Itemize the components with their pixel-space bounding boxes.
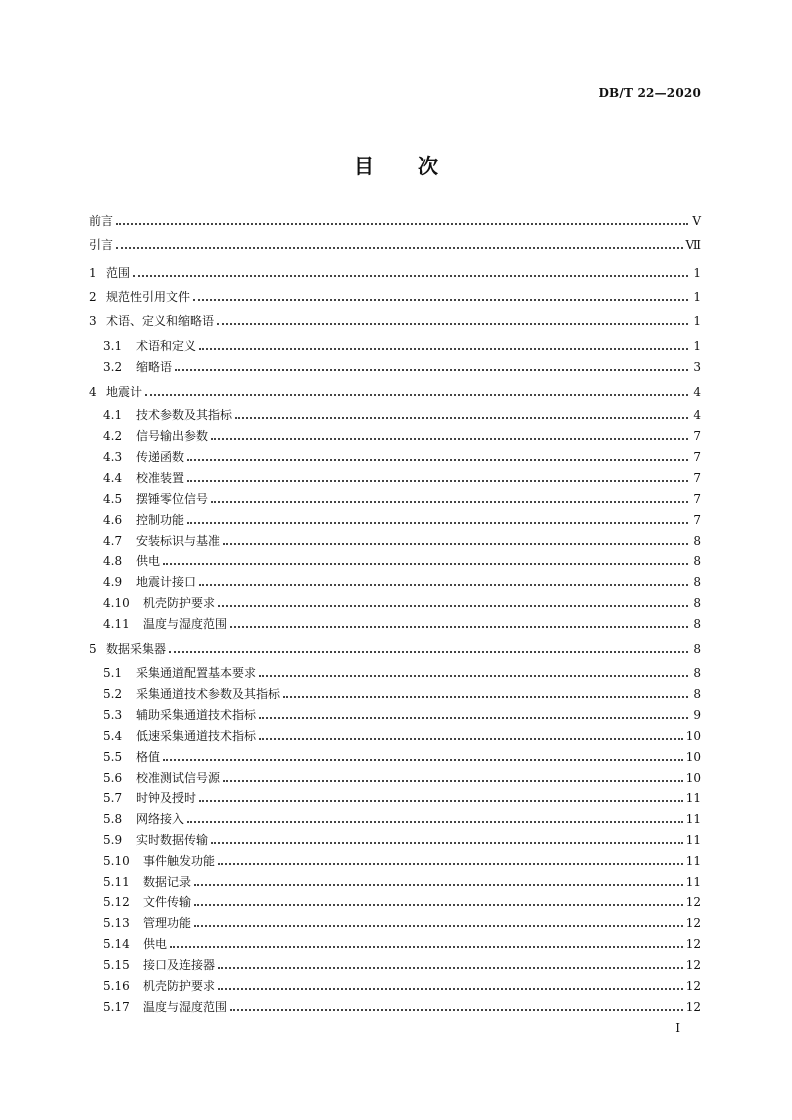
page-title — [0, 150, 792, 179]
toc-entry-page: 1 — [693, 266, 701, 280]
toc-entry[interactable] — [89, 875, 701, 889]
toc-entry-label: 供电 — [143, 937, 168, 951]
toc-entry[interactable] — [89, 687, 701, 701]
toc-entry-page: 7 — [693, 471, 701, 485]
toc-entry-label: 范围 — [106, 266, 131, 280]
toc-entry-number: 4.5 — [103, 492, 123, 506]
toc-entry-page: 9 — [693, 708, 701, 722]
toc-entry-number: 5.16 — [103, 979, 130, 993]
toc-entry[interactable] — [89, 385, 701, 399]
toc-entry-number: 5.8 — [103, 812, 123, 826]
toc-entry-number: 1 — [89, 266, 97, 280]
toc-entry[interactable] — [89, 492, 701, 506]
toc-entry[interactable] — [89, 534, 701, 548]
toc-entry-label: 实时数据传输 — [136, 833, 209, 847]
toc-entry-label: 采集通道技术参数及其指标 — [136, 687, 281, 701]
toc-leader-dots — [193, 293, 688, 301]
toc-entry-page: 8 — [693, 617, 701, 631]
toc-leader-dots — [259, 732, 683, 740]
toc-leader-dots — [218, 961, 683, 969]
toc-leader-dots — [133, 269, 688, 277]
toc-entry-number: 5.1 — [103, 666, 123, 680]
toc-entry-page: 7 — [693, 450, 701, 464]
toc-leader-dots — [218, 857, 683, 865]
toc-entry-page: 8 — [693, 642, 701, 656]
toc-entry-label: 安装标识与基准 — [136, 534, 221, 548]
toc-entry-page: 12 — [685, 916, 701, 930]
toc-entry-number: 4.9 — [103, 575, 123, 589]
toc-leader-dots — [187, 474, 688, 482]
toc-entry-label: 采集通道配置基本要求 — [136, 666, 257, 680]
toc-entry[interactable] — [89, 266, 701, 280]
toc-entry[interactable] — [89, 916, 701, 930]
toc-entry-label: 事件触发功能 — [143, 854, 216, 868]
toc-entry-number: 2 — [89, 290, 97, 304]
toc-entry-page: 11 — [685, 812, 701, 826]
toc-leader-dots — [187, 453, 688, 461]
toc-entry[interactable] — [89, 812, 701, 826]
toc-entry-page: 10 — [685, 771, 701, 785]
toc-entry-label: 机壳防护要求 — [143, 596, 216, 610]
toc-entry[interactable] — [89, 471, 701, 485]
toc-entry-page: 10 — [685, 729, 701, 743]
toc-entry-page: Ⅶ — [685, 238, 701, 252]
toc-entry-page: 11 — [685, 854, 701, 868]
toc-leader-dots — [211, 836, 683, 844]
toc-entry[interactable] — [89, 833, 701, 847]
toc-entry[interactable] — [89, 937, 701, 951]
toc-entry-label: 数据记录 — [143, 875, 192, 889]
toc-entry[interactable] — [89, 596, 701, 610]
toc-entry-page: 12 — [685, 895, 701, 909]
toc-entry[interactable] — [89, 895, 701, 909]
toc-entry[interactable] — [89, 290, 701, 304]
toc-entry-page: 1 — [693, 339, 701, 353]
toc-entry-page: 7 — [693, 513, 701, 527]
toc-entry-page: 12 — [685, 958, 701, 972]
toc-entry-label: 网络接入 — [136, 812, 185, 826]
toc-leader-dots — [223, 774, 683, 782]
toc-entry-page: 8 — [693, 554, 701, 568]
toc-entry-number: 4.7 — [103, 534, 123, 548]
toc-leader-dots — [194, 878, 683, 886]
toc-entry[interactable] — [89, 642, 701, 656]
toc-entry[interactable] — [89, 339, 701, 353]
toc-entry-number: 5.4 — [103, 729, 123, 743]
toc-entry-label: 低速采集通道技术指标 — [136, 729, 257, 743]
toc-entry-page: 8 — [693, 575, 701, 589]
toc-entry-label: 前言 — [89, 214, 114, 228]
toc-entry-page: 8 — [693, 534, 701, 548]
toc-entry-label: 规范性引用文件 — [106, 290, 191, 304]
toc-entry-label: 传递函数 — [136, 450, 185, 464]
toc-entry-page: 4 — [693, 385, 701, 399]
toc-entry-page: 10 — [685, 750, 701, 764]
toc-leader-dots — [199, 794, 683, 802]
toc-leader-dots — [217, 317, 688, 325]
toc-leader-dots — [259, 669, 688, 677]
toc-leader-dots — [163, 753, 683, 761]
toc-entry-number: 5.6 — [103, 771, 123, 785]
toc-entry-label: 接口及连接器 — [143, 958, 216, 972]
toc-entry[interactable] — [89, 408, 701, 422]
toc-entry-label: 数据采集器 — [106, 642, 167, 656]
toc-entry-page: 7 — [693, 492, 701, 506]
toc-entry-number: 5.11 — [103, 875, 130, 889]
toc-entry-number: 4 — [89, 385, 97, 399]
toc-leader-dots — [211, 432, 688, 440]
toc-leader-dots — [259, 711, 688, 719]
toc-entry-label: 机壳防护要求 — [143, 979, 216, 993]
toc-entry-number: 5.2 — [103, 687, 123, 701]
toc-entry-label: 文件传输 — [143, 895, 192, 909]
title-char-right: 次 — [418, 154, 438, 178]
toc-entry-label: 术语、定义和缩略语 — [106, 314, 215, 328]
toc-leader-dots — [170, 940, 683, 948]
toc-entry-page: 8 — [693, 596, 701, 610]
toc-entry-number: 3.2 — [103, 360, 123, 374]
toc-leader-dots — [145, 388, 688, 396]
toc-entry-number: 5.9 — [103, 833, 123, 847]
toc-entry[interactable] — [89, 1000, 701, 1014]
toc-entry-page: 11 — [685, 833, 701, 847]
toc-entry-number: 5 — [89, 642, 97, 656]
toc-entry-number: 5.14 — [103, 937, 130, 951]
toc-leader-dots — [187, 815, 683, 823]
toc-entry-number: 5.15 — [103, 958, 130, 972]
toc-leader-dots — [199, 578, 688, 586]
toc-entry-page: 4 — [693, 408, 701, 422]
toc-entry[interactable] — [89, 666, 701, 680]
toc-entry-number: 5.7 — [103, 791, 123, 805]
toc-entry-label: 技术参数及其指标 — [136, 408, 233, 422]
toc-entry[interactable] — [89, 554, 701, 568]
toc-entry[interactable] — [89, 617, 701, 631]
toc-entry-number: 5.17 — [103, 1000, 130, 1014]
toc-entry-number: 4.11 — [103, 617, 130, 631]
toc-entry-label: 地震计接口 — [136, 575, 197, 589]
toc-leader-dots — [230, 620, 688, 628]
toc-entry-page: 8 — [693, 666, 701, 680]
toc-entry-label: 辅助采集通道技术指标 — [136, 708, 257, 722]
toc-entry-label: 时钟及授时 — [136, 791, 197, 805]
page-number: I — [675, 1021, 680, 1035]
toc-entry-number: 5.13 — [103, 916, 130, 930]
toc-entry-label: 摆锤零位信号 — [136, 492, 209, 506]
toc-entry-label: 温度与湿度范围 — [143, 1000, 228, 1014]
toc-leader-dots — [235, 411, 688, 419]
toc-entry-number: 3.1 — [103, 339, 123, 353]
toc-entry[interactable] — [89, 214, 701, 228]
toc-leader-dots — [163, 557, 688, 565]
toc-entry-page: 1 — [693, 314, 701, 328]
toc-entry-number: 4.4 — [103, 471, 123, 485]
toc-entry[interactable] — [89, 450, 701, 464]
toc-entry-number: 5.12 — [103, 895, 130, 909]
toc-entry-label: 供电 — [136, 554, 161, 568]
toc-leader-dots — [116, 241, 682, 249]
toc-entry[interactable] — [89, 729, 701, 743]
toc-entry-label: 管理功能 — [143, 916, 192, 930]
toc-entry[interactable] — [89, 314, 701, 328]
toc-entry-page: 12 — [685, 1000, 701, 1014]
toc-entry-label: 校准测试信号源 — [136, 771, 221, 785]
toc-entry-label: 引言 — [89, 238, 114, 252]
toc-entry-page: 11 — [685, 875, 701, 889]
toc-leader-dots — [223, 537, 688, 545]
toc-entry[interactable] — [89, 238, 701, 252]
toc-entry-page: 3 — [693, 360, 701, 374]
toc-entry-number: 4.3 — [103, 450, 123, 464]
toc-entry-number: 5.3 — [103, 708, 123, 722]
toc-entry-label: 温度与湿度范围 — [143, 617, 228, 631]
toc-entry-label: 术语和定义 — [136, 339, 197, 353]
toc-leader-dots — [175, 363, 688, 371]
toc-entry[interactable] — [89, 979, 701, 993]
toc-entry-page: 1 — [693, 290, 701, 304]
toc-entry-page: 12 — [685, 937, 701, 951]
toc-entry[interactable] — [89, 360, 701, 374]
toc-entry[interactable] — [89, 708, 701, 722]
toc-entry-label: 缩略语 — [136, 360, 173, 374]
toc-entry-label: 信号输出参数 — [136, 429, 209, 443]
toc-leader-dots — [116, 217, 688, 225]
toc-entry-label: 控制功能 — [136, 513, 185, 527]
toc-entry-number: 4.2 — [103, 429, 123, 443]
toc-entry-page: 12 — [685, 979, 701, 993]
toc-entry-page: 7 — [693, 429, 701, 443]
toc-entry[interactable] — [89, 854, 701, 868]
toc-leader-dots — [211, 495, 688, 503]
toc-leader-dots — [169, 645, 688, 653]
toc-entry-number: 4.1 — [103, 408, 123, 422]
toc-entry-number: 4.10 — [103, 596, 130, 610]
toc-entry-page: 11 — [685, 791, 701, 805]
toc-entry-label: 校准装置 — [136, 471, 185, 485]
toc-entry-page: 8 — [693, 687, 701, 701]
toc-entry-number: 4.6 — [103, 513, 123, 527]
toc-leader-dots — [199, 342, 688, 350]
toc-entry-label: 地震计 — [106, 385, 143, 399]
toc-leader-dots — [194, 919, 683, 927]
toc-leader-dots — [218, 982, 683, 990]
toc-entry[interactable] — [89, 429, 701, 443]
toc-entry-page: Ⅴ — [692, 214, 701, 228]
toc-entry-number: 3 — [89, 314, 97, 328]
toc-leader-dots — [283, 690, 688, 698]
toc-entry[interactable] — [89, 771, 701, 785]
toc-leader-dots — [187, 516, 688, 524]
toc-entry-number: 5.5 — [103, 750, 123, 764]
title-char-left: 目 — [354, 154, 374, 178]
toc-entry[interactable] — [89, 750, 701, 764]
toc-entry-label: 格值 — [136, 750, 161, 764]
document-code: DB/T 22—2020 — [598, 86, 701, 100]
toc-entry[interactable] — [89, 958, 701, 972]
toc-leader-dots — [194, 898, 683, 906]
toc-entry[interactable] — [89, 791, 701, 805]
toc-entry-number: 5.10 — [103, 854, 130, 868]
toc-leader-dots — [230, 1003, 683, 1011]
toc-entry-number: 4.8 — [103, 554, 123, 568]
toc-entry[interactable] — [89, 575, 701, 589]
toc-leader-dots — [218, 599, 688, 607]
toc-entry[interactable] — [89, 513, 701, 527]
